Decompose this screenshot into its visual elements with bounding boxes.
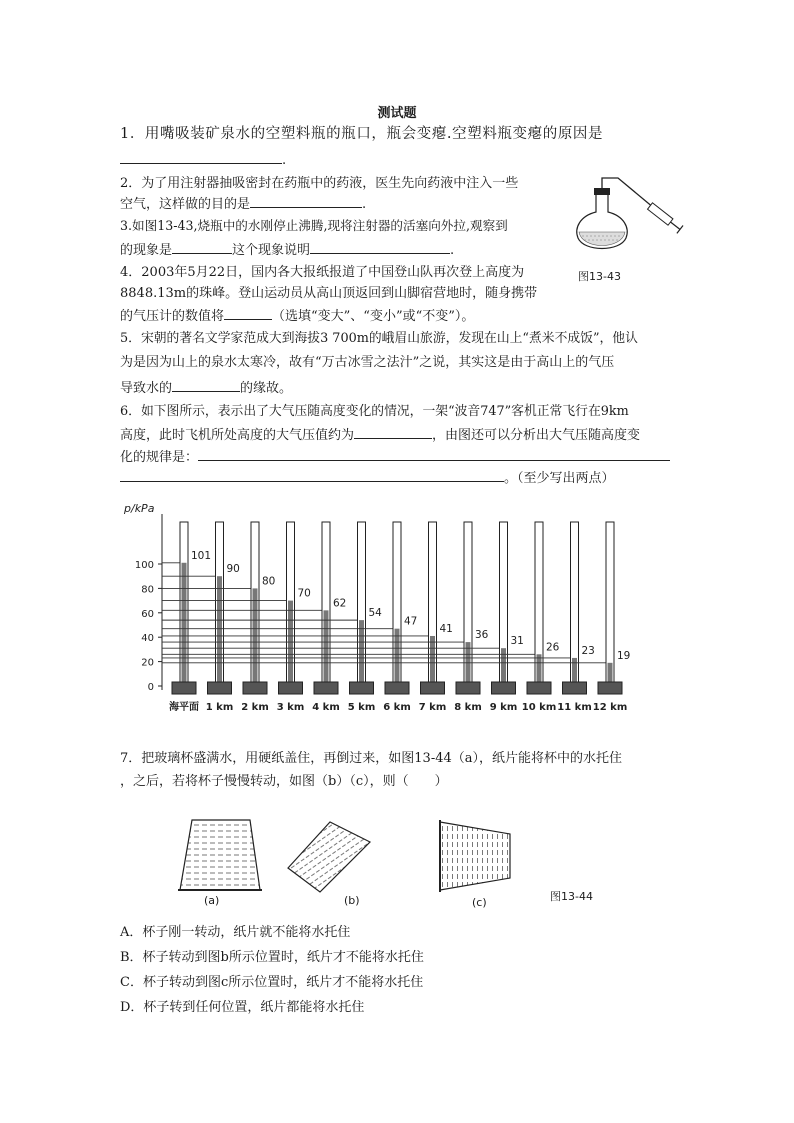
question-6-text-d: 。（至少写出两点）: [504, 471, 615, 486]
question-1-answer-line: .: [120, 150, 286, 170]
category-label: 海平面: [169, 702, 199, 713]
mercury-dish: [492, 682, 516, 694]
mercury-dish: [279, 682, 303, 694]
question-7-line-2: ，之后，若将杯子慢慢转动，如图（b）（c），则（ ）: [120, 774, 448, 789]
value-label: 54: [368, 607, 382, 620]
category-label: 3 km: [276, 702, 305, 713]
mercury-dish: [598, 682, 622, 694]
category-label: 5 km: [347, 702, 376, 713]
question-6-line-1: 6．如下图所示，表示出了大气压随高度变化的情况，一架“波音747”客机正常飞行在9km: [120, 404, 629, 419]
question-6-line-4: [120, 468, 615, 488]
question-6-line-3: [120, 447, 670, 467]
flask-stopper: [594, 188, 610, 195]
question-4-line-2: 8848.13m的珠峰。登山运动员从高山顶返回到山脚宿营地时，随身携带: [120, 286, 538, 301]
question-6-text-c: 化的规律是：: [120, 450, 199, 465]
syringe-icon: [647, 202, 683, 233]
question-5-line-1: 5．宋朝的著名文学家范成大到海拔3 700m的峨眉山旅游，发现在山上“煮米不成饭”，他认: [120, 331, 638, 346]
category-label: 6 km: [383, 702, 411, 713]
figure-label-b: (b): [344, 894, 360, 907]
pressure-altitude-chart: [120, 496, 640, 718]
category-label: 1 km: [205, 702, 234, 713]
mercury-dish: [456, 682, 480, 694]
mercury-dish: [421, 682, 445, 694]
answer-blank[interactable]: [120, 468, 504, 482]
answer-blank[interactable]: [224, 306, 272, 320]
question-2-line-2: 空气，这样做的目的是 .: [120, 194, 366, 214]
mercury-column: [466, 642, 471, 686]
mercury-dish: [563, 682, 587, 694]
value-label: 41: [439, 622, 453, 635]
question-2-line-1: 2．为了用注射器抽吸密封在药瓶中的药液，医生先向药液中注入一些: [120, 176, 519, 191]
cup-c-icon: [440, 822, 510, 890]
figure-label-c: (c): [472, 896, 487, 909]
question-6-text-a: 高度，此时飞机所处高度的大气压值约为: [120, 428, 355, 443]
tube-outline: [606, 522, 614, 686]
mercury-column: [359, 620, 364, 686]
mercury-column: [182, 563, 187, 686]
value-label: 36: [475, 629, 489, 642]
answer-blank[interactable]: [310, 240, 450, 254]
question-6-text-b: ，由图还可以分析出大气压随高度变: [432, 428, 641, 443]
cup-b-icon: [288, 822, 370, 892]
answer-blank[interactable]: [172, 240, 232, 254]
mercury-column: [537, 654, 542, 686]
question-4-text-b: （选填“变大”、“变小”或“不变”）。: [272, 309, 475, 324]
cup-a-icon: [180, 820, 260, 890]
value-label: 26: [546, 641, 560, 654]
option-b[interactable]: B．杯子转动到图b所示位置时，纸片才不能将水托住: [120, 950, 424, 965]
answer-blank[interactable]: [172, 378, 240, 392]
mercury-dish: [243, 682, 267, 694]
category-label: 10 km: [521, 702, 557, 713]
value-label: 90: [226, 563, 240, 576]
answer-blank[interactable]: [354, 425, 432, 439]
mercury-dish: [527, 682, 551, 694]
y-tick-label: 20: [141, 657, 154, 669]
question-4-line-1: 4．2003年5月22日，国内各大报纸报道了中国登山队再次登上高度为: [120, 265, 525, 280]
question-5-text-b: 的缘故。: [240, 381, 293, 396]
mercury-dish: [208, 682, 232, 694]
question-5-line-2: 为是因为山上的泉水太寒冷，故有“万古冰雪之法汁”之说，其实这是由于高山上的气压: [120, 355, 615, 370]
question-4-text-a: 的气压计的数值将: [120, 309, 225, 324]
answer-blank[interactable]: [250, 194, 362, 208]
y-tick-label: 80: [141, 584, 154, 596]
category-label: 7 km: [418, 702, 447, 713]
mercury-column: [288, 601, 293, 686]
question-2-text: 空气，这样做的目的是: [120, 197, 251, 212]
value-label: 47: [404, 615, 418, 628]
y-axis-label: p/kPa: [124, 502, 155, 515]
figure-13-43-caption: 图13-43: [578, 270, 621, 283]
category-label: 4 km: [312, 702, 340, 713]
question-3-line-2: 的现象是 这个现象说明 .: [120, 240, 454, 260]
option-d[interactable]: D．杯子转到任何位置，纸片都能将水托住: [120, 1000, 365, 1015]
y-tick-label: 40: [141, 633, 154, 645]
mercury-dish: [350, 682, 374, 694]
mercury-column: [217, 576, 222, 686]
question-3-text-b: 这个现象说明: [232, 243, 311, 258]
flask-syringe-figure: [572, 172, 684, 256]
answer-blank[interactable]: [120, 150, 282, 164]
category-label: 8 km: [454, 702, 482, 713]
question-6-line-2: [120, 425, 640, 445]
question-5-line-3: [120, 378, 292, 398]
value-label: 80: [262, 575, 276, 588]
question-7-line-1: 7．把玻璃杯盛满水，用硬纸盖住，再倒过来，如图13-44（a），纸片能将杯中的水托住: [120, 751, 622, 766]
y-tick-label: 60: [141, 608, 154, 620]
value-label: 62: [333, 597, 347, 610]
mercury-dish: [314, 682, 338, 694]
category-label: 2 km: [241, 702, 269, 713]
question-5-text-a: 导致水的: [120, 381, 173, 396]
figure-13-44-caption: 图13-44: [550, 890, 593, 903]
value-label: 19: [617, 649, 631, 662]
value-label: 31: [510, 635, 524, 648]
question-3-line-1: 3.如图13-43,烧瓶中的水刚停止沸腾,现将注射器的活塞向外拉,观察到: [120, 218, 508, 233]
y-tick-label: 100: [134, 560, 154, 571]
mercury-column: [395, 629, 400, 686]
category-label: 12 km: [592, 702, 628, 713]
mercury-dish: [385, 682, 409, 694]
page-title: 测试题: [377, 106, 417, 121]
category-label: 9 km: [489, 702, 518, 713]
category-label: 11 km: [557, 702, 592, 713]
value-label: 70: [297, 587, 311, 600]
option-a[interactable]: A．杯子刚一转动，纸片就不能将水托住: [120, 925, 351, 940]
question-3-text-a: 的现象是: [120, 243, 173, 258]
value-label: 101: [191, 549, 212, 562]
value-label: 23: [581, 644, 595, 657]
mercury-column: [430, 636, 435, 686]
figure-label-a: (a): [204, 894, 220, 907]
mercury-column: [253, 588, 258, 686]
option-c[interactable]: C．杯子转动到图c所示位置时，纸片才不能将水托住: [120, 975, 424, 990]
y-tick-label: 0: [147, 682, 154, 693]
question-1-text: 1．用嘴吸装矿泉水的空塑料瓶的瓶口，瓶会变瘪.空塑料瓶变瘪的原因是: [120, 126, 604, 142]
answer-blank[interactable]: [198, 447, 670, 461]
question-4-line-3: [120, 306, 474, 326]
mercury-dish: [172, 682, 196, 694]
